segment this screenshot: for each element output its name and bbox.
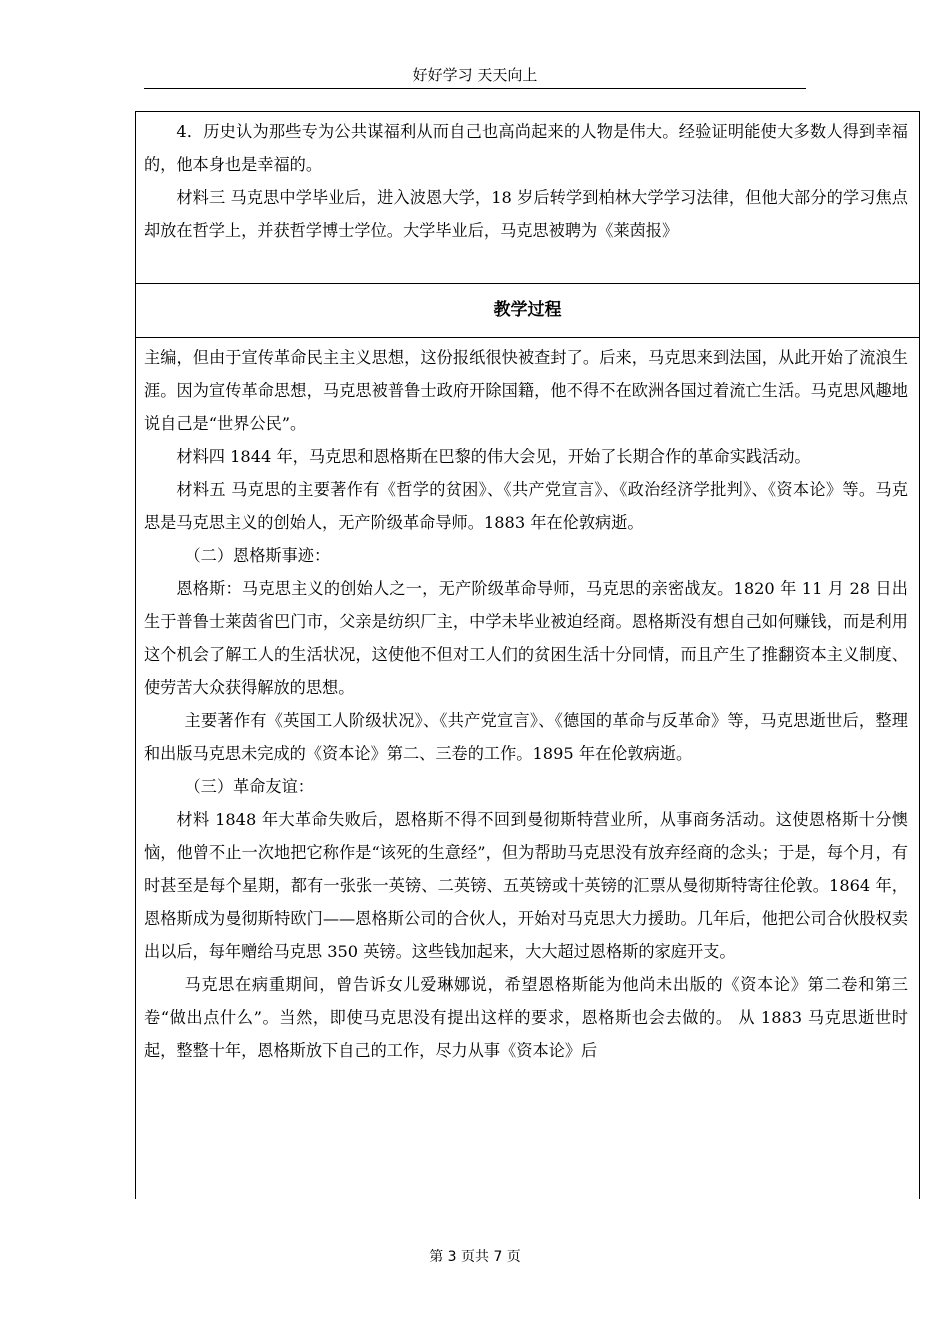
material-three-paragraph: 材料三 马克思中学毕业后，进入波恩大学，18 岁后转学到柏林大学学习法律，但他大部分的学习焦点却放在哲学上，并获哲学博士学位。大学毕业后，马克思被聘为《莱茵报》: [144, 188, 908, 240]
page-header: 好好学习 天天向上: [412, 66, 538, 84]
material-five-paragraph: 材料五 马克思的主要著作有《哲学的贫困》、《共产党宣言》、《政治经济学批判》、《资本论》等。马克思是马克思主义的创始人，无产阶级革命导师。1883 年在伦敦病逝。: [144, 480, 908, 532]
teaching-process-content: [144, 341, 908, 1067]
engels-works-paragraph: 主要著作有《英国工人阶级状况》、《共产党宣言》、《德国的革命与反革命》等，马克思逝世后，整理和出版马克思未完成的《资本论》第二、三卷的工作。1895 年在伦敦病逝。: [144, 711, 908, 763]
engels-heading: （二）恩格斯事迹：: [184, 546, 331, 565]
engels-bio-paragraph: 恩格斯：马克思主义的创始人之一，无产阶级革命导师，马克思的亲密战友。1820 年 11 月 28 日出生于普鲁士莱茵省巴门市，父亲是纺织厂主，中学未毕业被迫经商。恩格斯没有想自己如何赚钱，而是利用这个机会了解工人的生活状况，这使他不但对工人们的贫困生活十分同情，而且产生了推翻资本主义制度、使劳苦大众获得解放的思想。: [144, 579, 908, 697]
friendship-heading: （三）革命友谊：: [184, 777, 314, 796]
quote-paragraph: 4．历史认为那些专为公共谋福利从而自己也高尚起来的人物是伟大。经验证明能使大多数人得到幸福的，他本身也是幸福的。: [144, 122, 908, 174]
material-four-paragraph: 材料四 1844 年，马克思和恩格斯在巴黎的伟大会见，开始了长期合作的革命实践活动。: [176, 447, 811, 466]
friendship-material-paragraph: 材料 1848 年大革命失败后，恩格斯不得不回到曼彻斯特营业所，从事商务活动。这使恩格斯十分懊恼，他曾不止一次地把它称作是“该死的生意经”，但为帮助马克思没有放弃经商的念头；于是，每个月，有时甚至是每个星期，都有一张张一英镑、二英镑、五英镑或十英镑的汇票从曼彻斯特寄往伦敦。1864 年，恩格斯成为曼彻斯特欧门——恩格斯公司的合伙人，开始对马克思大力援助。几年后，他把公司合伙股权卖出以后，每年赠给马克思 350 英镑。这些钱加起来，大大超过恩格斯的家庭开支。: [144, 810, 908, 961]
friendship-capital-paragraph: 马克思在病重期间，曾告诉女儿爱琳娜说，希望恩格斯能为他尚未出版的《资本论》第二卷和第三卷“做出点什么”。当然，即使马克思没有提出这样的要求，恩格斯也会去做的。 从 1883 马克思逝世时起，整整十年，恩格斯放下自己的工作，尽力从事《资本论》后: [144, 975, 908, 1060]
continuation-paragraph: 主编，但由于宣传革命民主主义思想，这份报纸很快被查封了。后来，马克思来到法国，从此开始了流浪生涯。因为宣传革命思想，马克思被普鲁士政府开除国籍，他不得不在欧洲各国过着流亡生活。马克思风趣地说自己是“世界公民”。: [144, 348, 908, 433]
header-rule: [144, 88, 806, 89]
page-number: 第 3 页共 7 页: [429, 1249, 521, 1265]
section-title: 教学过程: [493, 300, 562, 320]
material-content: [144, 115, 908, 247]
